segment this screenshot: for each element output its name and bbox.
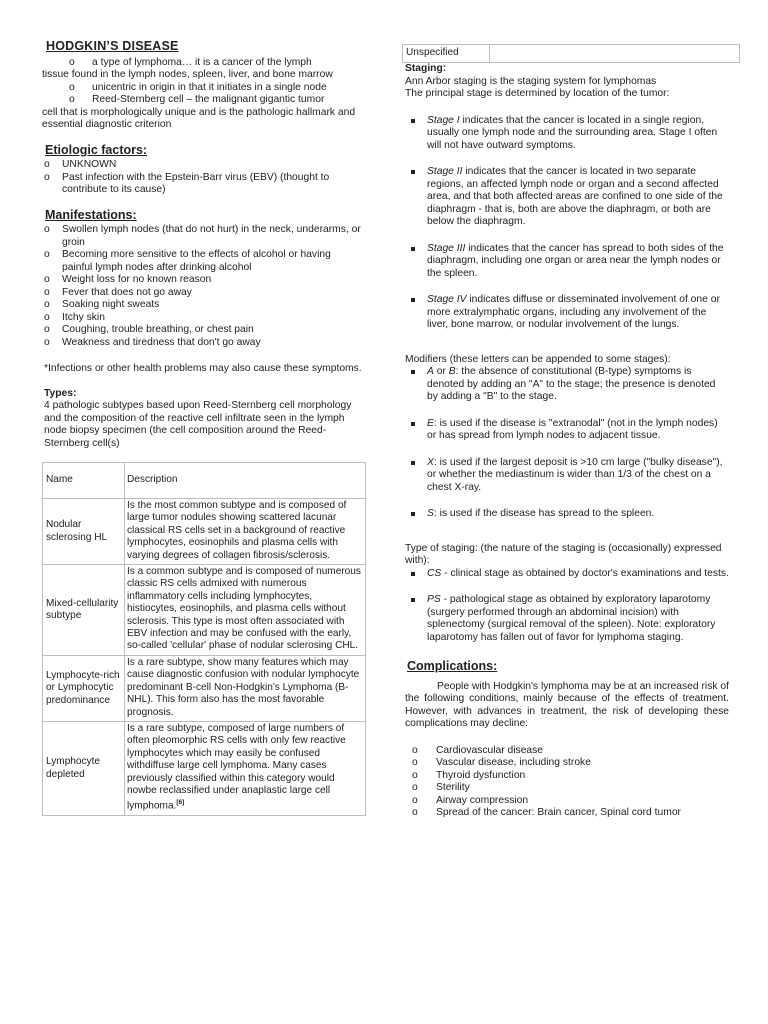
type-staging-term: PS [427, 594, 441, 605]
types-section [44, 388, 364, 451]
list-item: o Vascular disease, including stroke [405, 757, 729, 770]
complications-intro: People with Hodgkin's lymphoma may be at an increased risk of the following conditions, mainly because of the effects of treatment. However, with advances in treatment, the risk of developing these complications may decline: [405, 680, 729, 729]
types-description: 4 pathologic subtypes based upon Reed-Sternberg cell morphology and the composition of the reactive cell infiltrate seen in the lymph node biopsy specimen (the cell composition around the Reed-Sternberg cell(s) [44, 400, 352, 449]
stage-item [405, 115, 729, 153]
table-row [43, 655, 366, 721]
subtype-name: Mixed-cellularity subtype [43, 565, 125, 656]
type-staging-text: - clinical stage as obtained by doctor's examinations and tests. [441, 567, 729, 579]
left-column [42, 40, 364, 816]
subtype-description: Is a common subtype and is composed of numerous classic RS cells admixed with numerous inflammatory cells including lymphocytes, histiocytes, eosinophils, and plasma cells without sclerosis. This type is most often associated with EBV infection and may be confused with the early, so-called 'cellular' phase of nodular sclerosing CHL. [125, 565, 366, 656]
stage-text: indicates that the cancer is located in two separate regions, an affected lymph node or organ and a second affected area, and that both affected areas are confined to one side of the diaphragm - that is, both are above the diaphragm, or both are below the diaphragm. [427, 166, 723, 227]
list-item: o Swollen lymph nodes (that do not hurt) in the neck, underarms, or groin [42, 224, 364, 249]
list-item: o Past infection with the Epstein-Barr virus (EBV) (thought to contribute to its cause) [42, 172, 364, 197]
empty-cell [490, 45, 496, 62]
subtype-description: Is the most common subtype and is composed of large tumor nodules showing scattered lacunar classical RS cells set in a background of reactive lymphocytes, eosinophils and plasma cells with varying degrees of collagen fibrosis/sclerosis. [125, 499, 366, 565]
table-row [43, 721, 366, 815]
staging-heading: Staging: [405, 63, 447, 74]
type-staging-item [405, 594, 729, 644]
document-title: HODGKIN’S DISEASE [46, 39, 179, 53]
list-item: o Sterility [405, 782, 729, 795]
intro-item-3-cont: cell that is morphologically unique and is the pathologic hallmark and essential diagnostic criterion [42, 106, 356, 130]
infection-note: *Infections or other health problems may also cause these symptoms. [44, 363, 362, 374]
subtype-description [125, 721, 366, 815]
staging-intro: Ann Arbor staging is the staging system for lymphomas [405, 75, 657, 87]
intro-list [42, 57, 364, 132]
type-staging-term: CS [427, 567, 442, 579]
modifier-term: S [427, 508, 434, 519]
unspecified-table-row [402, 44, 740, 63]
subtype-description-text: Is a rare subtype, composed of large numbers of often pleomorphic RS cells with only few reactive lymphocytes which may easily be confused withdiffuse large cell lymphoma. Many cases previously classified within this category would nowbe reclassified under anaplastic large cell lymphoma. [127, 722, 346, 812]
manifestations-heading: Manifestations: [45, 207, 137, 222]
list-item: o Soaking night sweats [42, 299, 364, 312]
manifestations-list [42, 224, 364, 349]
stage-term: Stage IV [427, 294, 467, 305]
stage-item [405, 294, 729, 332]
table-header-row [43, 463, 366, 499]
unspecified-cell: Unspecified [403, 45, 490, 62]
modifier-item [405, 366, 729, 404]
type-staging-text: - pathological stage as obtained by exploratory laparotomy (surgery performed through an abdominal incision) with splenectomy (surgical removal of the spleen). Note: exploratory laparotomy has fallen out of favor for lymphoma staging. [427, 594, 716, 643]
table-row [43, 499, 366, 565]
reference-link[interactable]: [6] [176, 799, 185, 807]
modifier-term: E [427, 417, 434, 429]
intro-item-1-cont: tissue found in the lymph nodes, spleen, liver, and bone marrow [42, 69, 333, 80]
list-item: o Weakness and tiredness that don't go away [42, 337, 364, 350]
stage-text: indicates diffuse or disseminated involvement of one or more extralymphatic organs, including any involvement of the liver, bone marrow, or nodular involvement of the lungs. [427, 294, 720, 330]
modifier-term: B [448, 366, 456, 377]
subtype-description: Is a rare subtype, show many features which may cause diagnostic confusion with nodular lymphocyte predominant B-cell Non-Hodgkin's Lymphoma (B-NHL). This form also has the most favorable prognosis. [125, 655, 366, 721]
staging-principal: The principal stage is determined by location of the tumor: [405, 88, 670, 99]
table-header-cell: Description [125, 463, 366, 499]
modifier-item [405, 508, 729, 521]
modifier-item [405, 457, 729, 495]
table-header-cell: Name [43, 463, 125, 499]
stage-term: Stage III [427, 242, 466, 254]
list-item: o Itchy skin [42, 312, 364, 325]
stage-list [405, 115, 729, 332]
list-item: o Coughing, trouble breathing, or chest pain [42, 324, 364, 337]
intro-item-2: o unicentric in origin in that it initiates in a single node [42, 82, 364, 95]
stage-text: indicates that the cancer is located in a single region, usually one lymph node and the surrounding area. Stage I often will not have outward symptoms. [427, 114, 718, 151]
modifier-conjunction: or [433, 366, 449, 377]
list-item: o Spread of the cancer: Brain cancer, Spinal cord tumor [405, 807, 729, 820]
list-item: o Cardiovascular disease [405, 745, 729, 758]
modifier-text: : is used if the disease has spread to the spleen. [433, 508, 655, 519]
stage-item [405, 243, 729, 281]
subtype-name: Lymphocyte depleted [43, 721, 125, 815]
modifier-text: : the absence of constitutional (B-type) symptoms is denoted by adding an "A" to the stage; the presence is denoted by adding a "B" to the stage. [427, 366, 716, 402]
modifier-text: : is used if the largest deposit is >10 cm large ("bulky disease"), or whether the mediastinum is wider than 1/3 of the chest on a chest X-ray. [427, 456, 723, 493]
stage-term: Stage I [427, 114, 460, 126]
subtype-name: Lymphocyte-rich or Lymphocytic predominance [43, 655, 125, 721]
stage-text: indicates that the cancer has spread to both sides of the diaphragm, including one organ or area near the lymph nodes or the spleen. [427, 242, 724, 279]
subtype-name: Nodular sclerosing HL [43, 499, 125, 565]
modifier-text: : is used if the disease is "extranodal" (not in the lymph nodes) or has spread from lymph nodes to adjacent tissue. [427, 417, 718, 441]
list-item: o Thyroid dysfunction [405, 770, 729, 783]
stage-term: Stage II [427, 166, 463, 177]
intro-item-3: o Reed-Sternberg cell – the malignant gigantic tumor [42, 94, 364, 107]
list-item: o Fever that does not go away [42, 287, 364, 300]
complications-list [405, 745, 729, 820]
list-item: o Airway compression [405, 795, 729, 808]
right-column [405, 44, 729, 820]
types-heading: Types: [44, 387, 77, 399]
list-item: o UNKNOWN [42, 159, 364, 172]
list-item: o Becoming more sensitive to the effects of alcohol or having painful lymph nodes after drinking alcohol [42, 249, 364, 274]
modifiers-intro: Modifiers (these letters can be appended to some stages): [405, 353, 671, 365]
table-row [43, 565, 366, 656]
complications-heading: Complications: [407, 659, 498, 673]
list-item: o Weight loss for no known reason [42, 274, 364, 287]
intro-item-1: o a type of lymphoma… it is a cancer of the lymph [42, 57, 364, 70]
modifier-term: A [427, 366, 434, 377]
modifier-item [405, 418, 729, 443]
type-staging-intro: Type of staging: (the nature of the staging is (occasionally) expressed with): [405, 542, 722, 566]
stage-item [405, 166, 729, 229]
subtypes-table [42, 462, 366, 816]
etiologic-heading: Etiologic factors: [45, 142, 148, 157]
etiologic-list [42, 159, 364, 197]
type-staging-item [405, 568, 729, 581]
modifier-term: X [427, 456, 434, 468]
